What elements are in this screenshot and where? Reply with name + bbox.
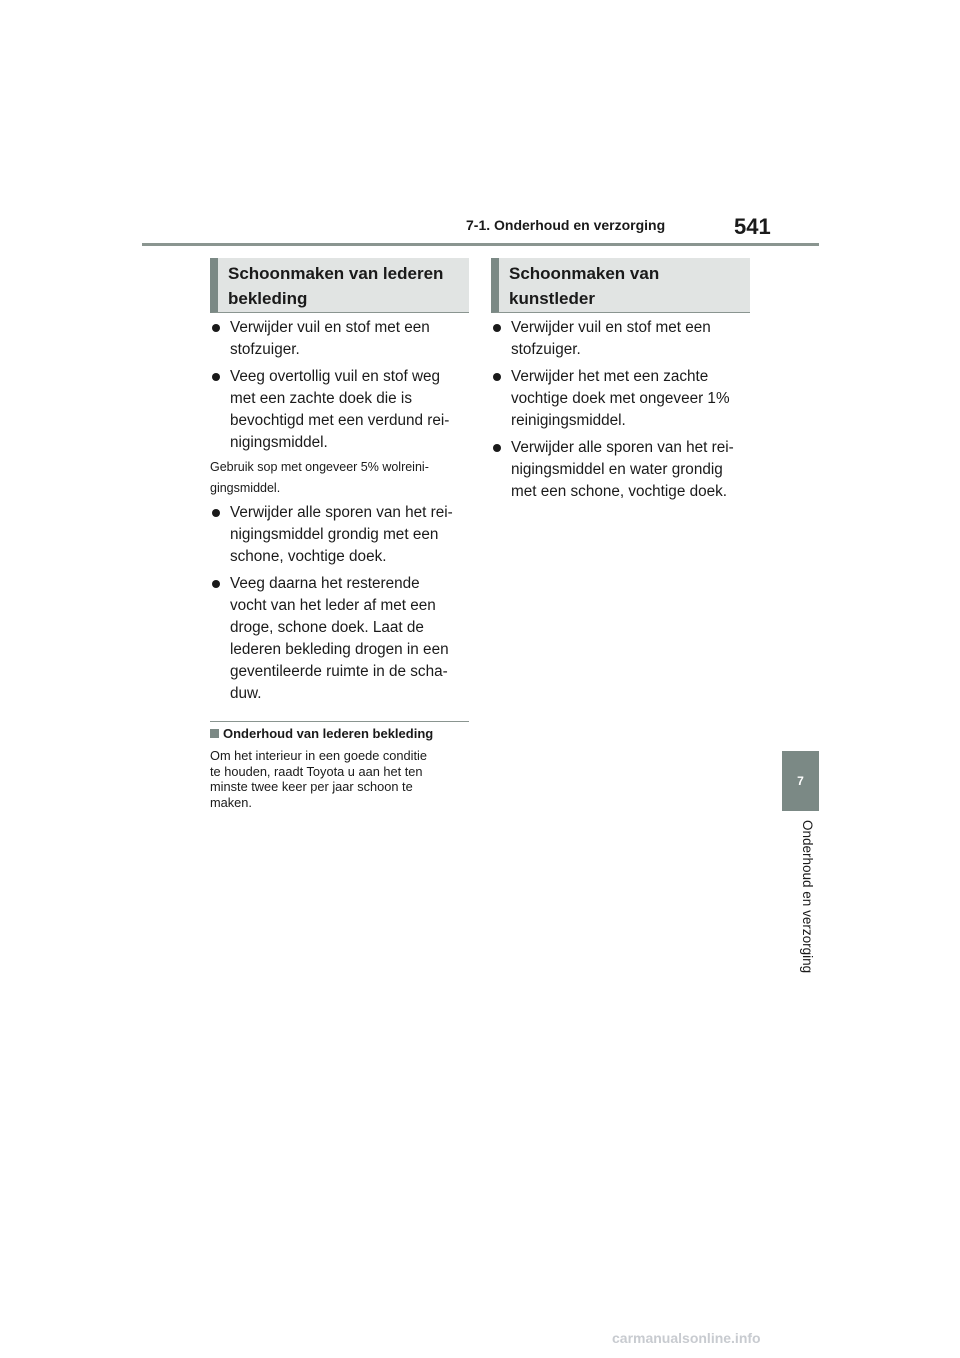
header-section-title: 7-1. Onderhoud en verzorging <box>466 217 666 233</box>
bullet-line: nigingsmiddel grondig met een <box>230 526 439 543</box>
bullet-line: bevochtigd met een verdund rei- <box>230 412 450 429</box>
info-heading <box>210 726 433 742</box>
bullet-line: met een zachte doek die is <box>230 390 412 407</box>
bullet-line: geventileerde ruimte in de scha- <box>230 663 448 680</box>
bullet-line: stofzuiger. <box>230 341 300 358</box>
bullet-dot-icon <box>212 373 220 381</box>
bullet-dot-icon <box>493 444 501 452</box>
info-heading-text: Onderhoud van lederen bekleding <box>223 726 434 741</box>
square-bullet-icon <box>210 729 219 738</box>
section-heading-leather <box>210 258 469 313</box>
bullet-line: Veeg overtollig vuil en stof weg <box>230 368 441 385</box>
bullet-item <box>212 366 474 454</box>
artificial-leather-bullets <box>493 317 755 508</box>
info-line: Om het interieur in een goede conditie <box>210 748 427 763</box>
bullet-line: Verwijder alle sporen van het rei- <box>511 439 734 456</box>
bullet-dot-icon <box>212 580 220 588</box>
bullet-item <box>212 317 474 361</box>
bullet-line: vocht van het leder af met een <box>230 597 436 614</box>
bullet-line: nigingsmiddel en water grondig <box>511 461 723 478</box>
bullet-item <box>212 573 474 705</box>
leather-bullets-a <box>212 317 474 459</box>
info-line: minste twee keer per jaar schoon te <box>210 779 413 794</box>
bullet-line: Veeg daarna het resterende <box>230 575 420 592</box>
page-number: 541 <box>734 214 771 239</box>
bullet-line: Verwijder alle sporen van het rei- <box>230 504 453 521</box>
info-divider <box>210 721 469 722</box>
bullet-dot-icon <box>493 324 501 332</box>
leather-bullets-b <box>212 502 474 710</box>
bullet-item <box>212 502 474 568</box>
bullet-line: schone, vochtige doek. <box>230 548 387 565</box>
chapter-tab <box>782 751 819 811</box>
bullet-line: Verwijder vuil en stof met een <box>511 319 711 336</box>
info-body <box>210 748 472 810</box>
bullet-line: Verwijder het met een zachte <box>511 368 709 385</box>
section-heading-line: Schoonmaken van lederen <box>228 264 444 283</box>
bullet-item <box>493 437 755 503</box>
bullet-line: nigingsmiddel. <box>230 434 328 451</box>
note-text <box>210 457 472 499</box>
bullet-line: Verwijder vuil en stof met een <box>230 319 430 336</box>
info-line: maken. <box>210 794 252 810</box>
bullet-line: met een schone, vochtige doek. <box>511 483 727 500</box>
watermark: carmanualsonline.info <box>612 1330 761 1346</box>
section-heading-line: bekleding <box>228 289 308 308</box>
section-heading-artificial-leather <box>491 258 750 313</box>
section-heading-line: Schoonmaken van <box>509 264 660 283</box>
bullet-line: stofzuiger. <box>511 341 581 358</box>
bullet-dot-icon <box>493 373 501 381</box>
bullet-line: duw. <box>230 685 262 702</box>
chapter-label: Onderhoud en verzorging <box>800 820 815 974</box>
note-line: gingsmiddel. <box>210 481 281 495</box>
info-line: te houden, raadt Toyota u aan het ten <box>210 763 423 779</box>
bullet-line: droge, schone doek. Laat de <box>230 619 424 636</box>
bullet-line: lederen bekleding drogen in een <box>230 641 449 658</box>
bullet-item <box>493 366 755 432</box>
note-line: Gebruik sop met ongeveer 5% wolreini- <box>210 460 429 474</box>
bullet-dot-icon <box>212 324 220 332</box>
chapter-number: 7 <box>797 774 804 788</box>
bullet-item <box>493 317 755 361</box>
section-heading-line: kunstleder <box>509 289 595 308</box>
bullet-line: vochtige doek met ongeveer 1% <box>511 390 730 407</box>
header-divider <box>142 243 819 246</box>
bullet-line: reinigingsmiddel. <box>511 412 626 429</box>
bullet-dot-icon <box>212 509 220 517</box>
